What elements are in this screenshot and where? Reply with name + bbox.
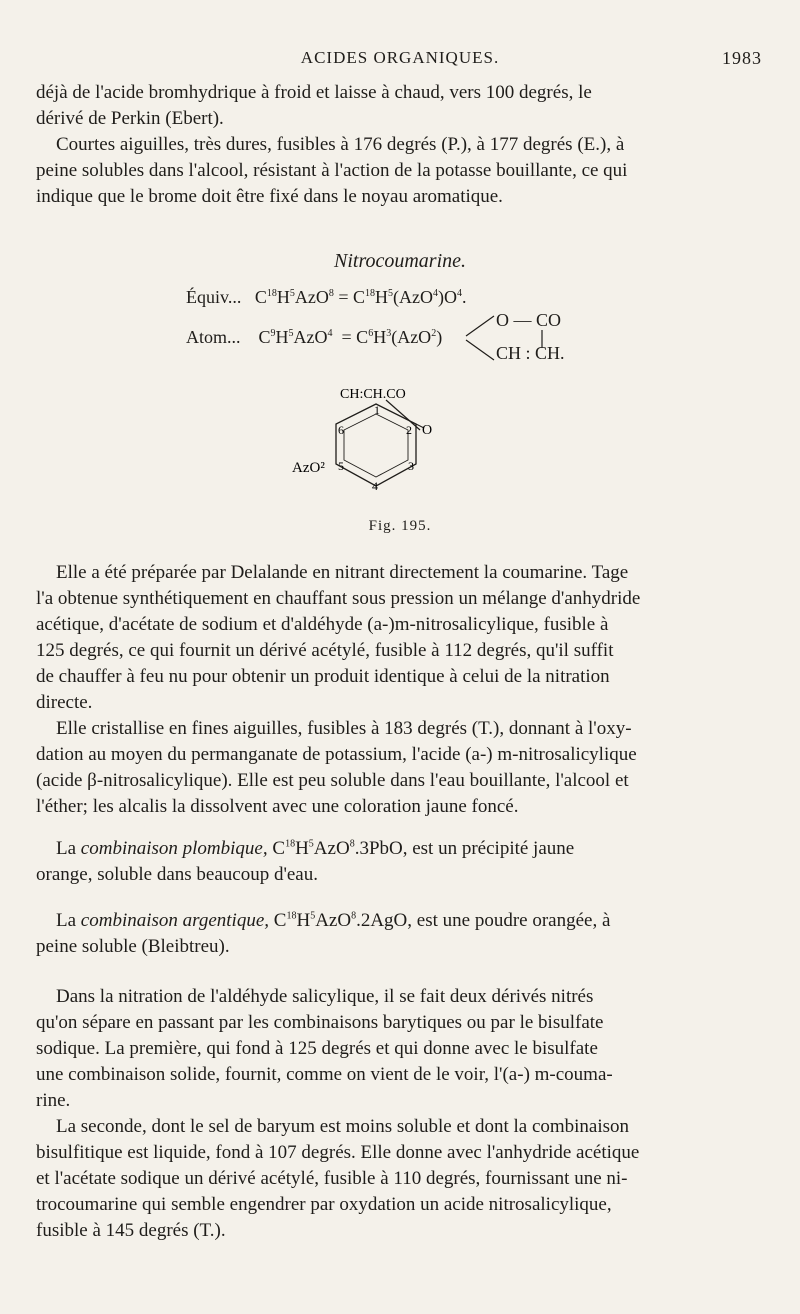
ring-position-3: 3 xyxy=(408,459,414,473)
text-line: Elle cristallise en fines aiguilles, fusibles à 183 degrés (T.), donnant à l'oxy- xyxy=(56,718,632,739)
paragraph-crystallization xyxy=(36,716,760,820)
text-fragment: est un précipité jaune xyxy=(412,838,575,859)
atom-formula: Atom... $C^9H^5AzO^4 = C^6H^3(AzO^2)$ xyxy=(186,327,443,347)
text-line: dation au moyen du permanganate de potassium, l'acide (a-) m-nitrosalicylique xyxy=(36,744,637,765)
ring-position-5: 5 xyxy=(338,459,344,473)
text-line: l'éther; les alcalis la dissolvent avec une coloration jaune foncé. xyxy=(36,796,519,817)
ring-position-4: 4 xyxy=(372,479,378,493)
text-line: 125 degrés, ce qui fournit un dérivé acétylé, fusible à 112 degrés, qu'il suffit xyxy=(36,640,614,661)
text-line: La seconde, dont le sel de baryum est moins soluble et dont la combinaison xyxy=(56,1116,630,1137)
text-line: fusible à 145 degrés (T.). xyxy=(36,1220,226,1241)
ring-position-2: 2 xyxy=(406,423,412,437)
intro-line: dérivé de Perkin (Ebert). xyxy=(36,108,224,129)
text-line: qu'on sépare en passant par les combinaisons barytiques ou par le bisulfate xyxy=(36,1012,604,1033)
text-line: La combinaison plombique, $C^{18}H^5AzO^8.3PbO$, est un précipité jaune xyxy=(56,838,575,859)
compound-term: combinaison plombique, xyxy=(80,838,268,859)
intro-line: Courtes aiguilles, très dures, fusibles à 176 degrés (P.), à 177 degrés (E.), à xyxy=(56,134,625,155)
paragraph-preparation xyxy=(36,560,760,716)
text-line: rine. xyxy=(36,1090,71,1111)
text-line: acétique, d'acétate de sodium et d'aldéhyde (a-)m-nitrosalicylique, fusible à xyxy=(36,614,609,635)
oxygen-label: O xyxy=(422,423,433,438)
text-line: et l'acétate sodique un dérivé acétylé, fusible à 110 degrés, fournissant une ni- xyxy=(36,1168,628,1189)
intro-paragraph xyxy=(36,80,760,210)
figure-caption: Fig. 195. xyxy=(368,518,432,534)
text-fragment: est une poudre orangée, à xyxy=(416,910,611,931)
text-line: de chauffer à feu nu pour obtenir un produit identique à celui de la nitration xyxy=(36,666,610,687)
text-fragment: La xyxy=(56,838,77,859)
text-line: orange, soluble dans beaucoup d'eau. xyxy=(36,864,318,885)
structure-diagram xyxy=(280,378,460,508)
text-line: (acide β-nitrosalicylique). Elle est peu soluble dans l'eau bouillante, l'alcool et xyxy=(36,770,629,791)
top-group-label: CH:CH.CO xyxy=(340,387,406,402)
branch-top: O — CO xyxy=(496,310,562,330)
text-line: directe. xyxy=(36,692,93,713)
text-line: Elle a été préparée par Delalande en nitrant directement la coumarine. Tage xyxy=(56,562,629,583)
intro-line: indique que le brome doit être fixé dans le noyau aromatique. xyxy=(36,186,503,207)
equiv-formula: Équiv... $C^{18}H^5AzO^8 = C^{18}H^5(AzO^4)O^4$. xyxy=(186,287,467,307)
text-line: La combinaison argentique, $C^{18}H^5AzO^8.2AgO$, est une poudre orangée, à xyxy=(56,910,611,931)
nitro-substituent-label: AzO² xyxy=(292,460,325,476)
atom-label: Atom... xyxy=(186,327,241,347)
text-line: Dans la nitration de l'aldéhyde salicylique, il se fait deux dérivés nitrés xyxy=(56,986,594,1007)
header-title: ACIDES ORGANIQUES. xyxy=(300,48,500,67)
text-line: peine soluble (Bleibtreu). xyxy=(36,936,230,957)
section-title: Nitrocoumarine. xyxy=(333,250,467,272)
paragraph-second-derivative xyxy=(36,1114,760,1244)
text-line: une combinaison solide, fournit, comme on vient de le voir, l'(a-) m-couma- xyxy=(36,1064,613,1085)
text-line: trocoumarine qui semble engendrer par oxydation un acide nitrosalicylique, xyxy=(36,1194,612,1215)
text-line: l'a obtenue synthétiquement en chauffant sous pression un mélange d'anhydride xyxy=(36,588,641,609)
branch-bottom: CH : CH. xyxy=(496,343,565,363)
intro-line: peine solubles dans l'alcool, résistant à l'action de la potasse bouillante, ce qui xyxy=(36,160,628,181)
text-line: bisulfitique est liquide, fond à 107 degrés. Elle donne avec l'anhydride acétique xyxy=(36,1142,640,1163)
paragraph-nitration xyxy=(36,984,760,1114)
paragraph-lead-compound xyxy=(36,836,760,888)
running-header xyxy=(0,48,800,72)
page-number: 1983 xyxy=(722,48,762,68)
ring-position-6: 6 xyxy=(338,423,344,437)
equiv-label: Équiv... xyxy=(186,287,242,307)
ring-position-1: 1 xyxy=(374,403,380,417)
text-fragment: La xyxy=(56,910,77,931)
intro-line: déjà de l'acide bromhydrique à froid et laisse à chaud, vers 100 degrés, le xyxy=(36,82,592,103)
text-line: sodique. La première, qui fond à 125 degrés et qui donne avec le bisulfate xyxy=(36,1038,598,1059)
paragraph-silver-compound xyxy=(36,908,760,960)
compound-term: combinaison argentique, xyxy=(80,910,270,931)
